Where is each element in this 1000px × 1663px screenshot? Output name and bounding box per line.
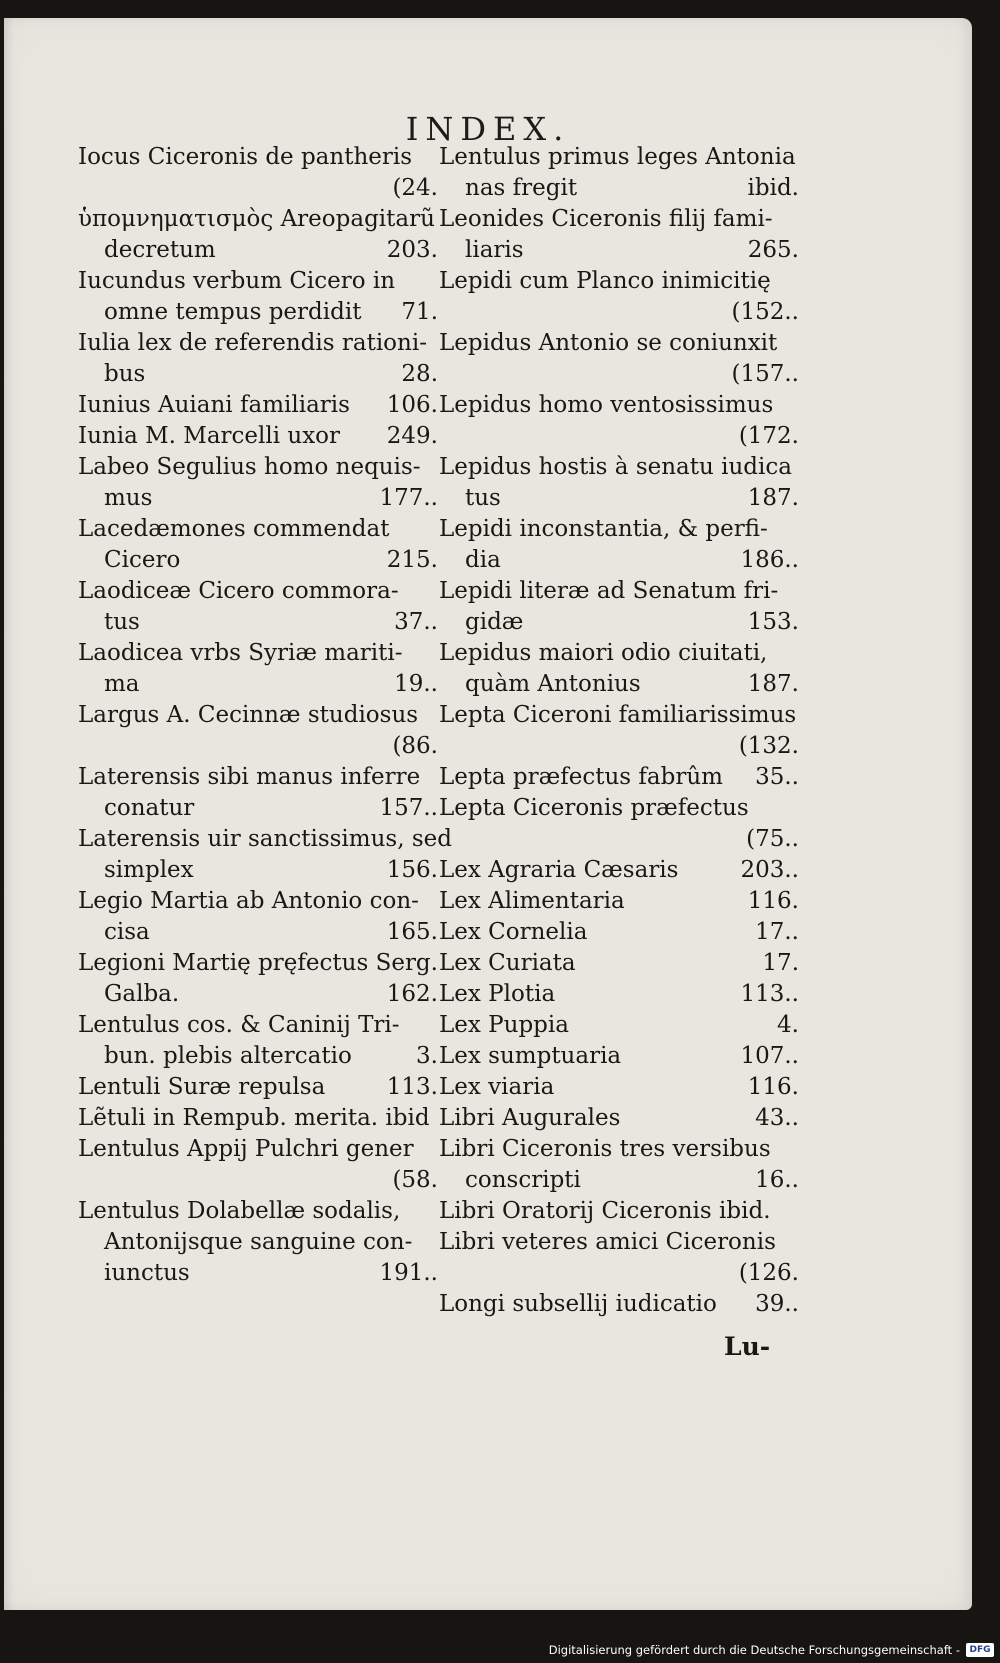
index-entry-line (439, 514, 799, 545)
index-entry-page-continuation (439, 421, 799, 452)
index-entry-page (796, 700, 804, 731)
index-entry-page (791, 328, 799, 359)
index-entry-text: nas fregit (465, 175, 578, 201)
digitization-footer (549, 1639, 994, 1661)
index-entry-line (78, 297, 438, 328)
index-entry-page (430, 1196, 438, 1227)
index-entry-text: gidæ (465, 609, 524, 635)
index-entry-line (439, 917, 799, 948)
index-entry-text: Legio Martia ab Antonio con- (78, 888, 419, 914)
index-entry-page: 28. (401, 361, 438, 387)
index-entry-line (439, 483, 799, 514)
index-entry-text: Lentulus cos. & Caninij Tri- (78, 1012, 400, 1038)
index-entry-line (439, 1072, 799, 1103)
index-entry-line (78, 1258, 438, 1289)
index-entry-text: Galba. (104, 981, 180, 1007)
index-entry-page: 157.. (379, 795, 438, 821)
index-entry-text: mus (104, 485, 153, 511)
index-entry-line (78, 886, 438, 917)
index-entry-line (78, 917, 438, 948)
index-entry-line (78, 793, 438, 824)
index-entry-page-continuation (78, 1165, 438, 1196)
index-entry-text: ὑπομνηματισμὸς Areopagitarũ (78, 206, 435, 232)
index-entry-line (78, 359, 438, 390)
index-entry-text: ma (104, 671, 140, 697)
index-entry-line (78, 669, 438, 700)
index-entry-page (791, 1134, 799, 1165)
index-entry-page (791, 514, 799, 545)
index-entry-page: 113. (386, 1074, 438, 1100)
index-entry-page (791, 266, 799, 297)
index-entry-text: bun. plebis altercatio (104, 1043, 352, 1069)
index-entry-page (430, 1134, 438, 1165)
index-entry-line (78, 638, 438, 669)
index-entry-text: Lex Cornelia (439, 919, 588, 945)
index-entry-page: 153. (747, 609, 799, 635)
index-entry-page-continuation (78, 731, 438, 762)
index-entry-text: Lentulus Dolabellæ sodalis, (78, 1198, 401, 1224)
index-entry-line (78, 607, 438, 638)
index-entry-line (78, 855, 438, 886)
index-entry-text: Lex Agraria Cæsaris (439, 857, 679, 883)
index-entry-line (78, 235, 438, 266)
index-entry-text: Lex Alimentaria (439, 888, 625, 914)
index-entry-text: Labeo Segulius homo nequis- (78, 454, 421, 480)
index-entry-line (439, 762, 799, 793)
index-entry-line (78, 483, 438, 514)
index-entry-text: Libri veteres amici Ciceronis (439, 1229, 776, 1255)
index-entry-page (791, 1227, 799, 1258)
index-entry-text: dia (465, 547, 501, 573)
index-entry-page: 17.. (755, 919, 799, 945)
index-entry-page: (75.. (746, 826, 799, 852)
index-entry-page (430, 328, 438, 359)
catchword: Lu- (724, 1332, 771, 1361)
index-column-right (439, 142, 799, 1320)
index-entry-text: Lepidi literæ ad Senatum fri- (439, 578, 779, 604)
index-entry-page: 249. (386, 423, 438, 449)
index-entry-page-continuation (439, 731, 799, 762)
index-entry-line (439, 979, 799, 1010)
index-entry-text: Lacedæmones commendat (78, 516, 390, 542)
index-entry-page (430, 762, 438, 793)
index-entry-page (791, 390, 799, 421)
index-entry-line (78, 204, 438, 235)
index-entry-line (439, 266, 799, 297)
index-entry-page (430, 576, 438, 607)
index-entry-page (791, 204, 799, 235)
index-entry-text: cisa (104, 919, 150, 945)
index-entry-page: (152.. (731, 299, 799, 325)
index-entry-line (439, 855, 799, 886)
index-entry-page (430, 638, 438, 669)
index-entry-page: 19.. (394, 671, 438, 697)
index-entry-text: Leonides Ciceronis filij fami- (439, 206, 773, 232)
index-entry-page: 16.. (755, 1167, 799, 1193)
index-entry-line (439, 638, 799, 669)
index-entry-text: liaris (465, 237, 524, 263)
index-entry-page-continuation (439, 824, 799, 855)
index-entry-page (430, 452, 438, 483)
index-entry-page-continuation (78, 173, 438, 204)
index-entry-page-continuation (439, 1258, 799, 1289)
index-entry-page (791, 793, 799, 824)
index-entry-line (78, 1010, 438, 1041)
index-entry-text: Lepta Ciceronis præfectus (439, 795, 749, 821)
index-entry-page: (24. (392, 175, 438, 201)
index-entry-page: (157.. (731, 361, 799, 387)
index-entry-text: Iulia lex de referendis rationi- (78, 330, 427, 356)
index-entry-line (439, 669, 799, 700)
index-entry-line (439, 235, 799, 266)
index-entry-line (439, 204, 799, 235)
index-entry-page (430, 514, 438, 545)
index-entry-text: Iucundus verbum Cicero in (78, 268, 396, 294)
index-entry-text: Lex Plotia (439, 981, 556, 1007)
index-entry-page: 186.. (740, 547, 799, 573)
index-entry-line (439, 1227, 799, 1258)
index-entry-line (439, 390, 799, 421)
index-entry-page: 215. (386, 547, 438, 573)
index-entry-text: Lepidi cum Planco inimicitię (439, 268, 771, 294)
index-entry-line (439, 1196, 799, 1227)
index-entry-text: Lentuli Suræ repulsa (78, 1074, 326, 1100)
index-entry-page: (86. (392, 733, 438, 759)
dfg-logo: DFG (966, 1643, 994, 1657)
index-entry-line (78, 514, 438, 545)
index-entry-page: 187. (747, 671, 799, 697)
index-entry-page: 203. (386, 237, 438, 263)
index-entry-line (439, 1103, 799, 1134)
index-entry-line (78, 824, 452, 855)
index-entry-page (791, 576, 799, 607)
footer-credit-text: Digitalisierung gefördert durch die Deutsche Forschungsgemeinschaft - (548, 1643, 960, 1657)
index-entry-page (430, 142, 438, 173)
index-entry-page (430, 1103, 438, 1134)
index-entry-line (78, 266, 438, 297)
index-entry-line (78, 1041, 438, 1072)
index-entry-text: bus (104, 361, 146, 387)
index-entry-text: conatur (104, 795, 195, 821)
book-page (4, 18, 972, 1610)
index-entry-text: Iunia M. Marcelli uxor (78, 423, 341, 449)
index-entry-line (78, 545, 438, 576)
index-entry-text: Longi subsellij iudicatio (439, 1291, 717, 1317)
index-entry-line (439, 793, 799, 824)
index-entry-line (439, 545, 799, 576)
index-entry-page: 191.. (379, 1260, 438, 1286)
index-entry-page: (172. (738, 423, 799, 449)
index-entry-text: omne tempus perdidit (104, 299, 362, 325)
index-entry-text: tus (104, 609, 140, 635)
index-entry-page: 71. (401, 299, 438, 325)
index-entry-page: 165. (386, 919, 438, 945)
index-entry-text: Lepidus hostis à senatu iudica (439, 454, 792, 480)
index-entry-text: Antonijsque sanguine con- (104, 1229, 413, 1255)
index-entry-page-continuation (439, 297, 799, 328)
index-heading: INDEX. (405, 110, 571, 148)
index-entry-text: Iocus Ciceronis de pantheris (78, 144, 413, 170)
index-entry-line (78, 1072, 438, 1103)
index-entry-line (439, 452, 799, 483)
index-entry-line (78, 979, 438, 1010)
index-entry-page (792, 452, 800, 483)
index-entry-line (78, 1196, 438, 1227)
index-entry-text: Lẽtuli in Rempub. merita. ibid (78, 1105, 430, 1131)
index-entry-page (430, 1227, 438, 1258)
index-entry-line (78, 452, 438, 483)
index-entry-line (439, 607, 799, 638)
index-entry-line (78, 948, 438, 979)
index-entry-text: Lex sumptuaria (439, 1043, 622, 1069)
index-entry-line (78, 762, 438, 793)
index-entry-line (439, 173, 799, 204)
index-entry-page: 37.. (394, 609, 438, 635)
index-entry-line (439, 700, 799, 731)
index-entry-page: (126. (738, 1260, 799, 1286)
index-entry-text: Lepidus Antonio se coniunxit (439, 330, 778, 356)
index-entry-line (78, 700, 438, 731)
index-entry-page: 39.. (755, 1291, 799, 1317)
index-entry-line (439, 1041, 799, 1072)
index-entry-text: simplex (104, 857, 194, 883)
index-entry-text: Libri Ciceronis tres versibus (439, 1136, 771, 1162)
index-entry-line (439, 1010, 799, 1041)
index-entry-text: Lex Puppia (439, 1012, 569, 1038)
index-entry-page: (58. (392, 1167, 438, 1193)
index-entry-text: Libri Oratorij Ciceronis ibid. (439, 1198, 771, 1224)
index-entry-text: Laodiceæ Cicero commora- (78, 578, 399, 604)
index-entry-line (78, 390, 438, 421)
index-entry-line (439, 1134, 799, 1165)
index-entry-text: Legioni Martię pręfectus Serg. (78, 950, 438, 976)
index-entry-page: 116. (747, 1074, 799, 1100)
index-entry-page: 106. (386, 392, 438, 418)
index-entry-text: Lepidi inconstantia, & perfi- (439, 516, 768, 542)
index-entry-line (439, 948, 799, 979)
index-entry-text: Libri Augurales (439, 1105, 621, 1131)
index-entry-page (430, 266, 438, 297)
index-entry-page: 113.. (740, 981, 799, 1007)
index-entry-line (439, 328, 799, 359)
index-entry-page (791, 1196, 799, 1227)
index-entry-text: Laterensis uir sanctissimus, sed (78, 826, 452, 852)
index-entry-text: Largus A. Cecinnæ studiosus (78, 702, 419, 728)
index-entry-page: ibid. (747, 175, 799, 201)
index-entry-line (439, 886, 799, 917)
index-entry-line (78, 576, 438, 607)
index-entry-text: Lentulus primus leges Antonia (439, 144, 796, 170)
index-entry-text: Lepidus maiori odio ciuitati, (439, 640, 768, 666)
index-entry-line (78, 1134, 438, 1165)
index-entry-line (78, 142, 438, 173)
index-entry-line (439, 576, 799, 607)
index-entry-page (430, 1010, 438, 1041)
index-entry-page (791, 638, 799, 669)
index-entry-page: 35.. (755, 764, 799, 790)
index-entry-page (430, 886, 438, 917)
index-entry-text: Lex viaria (439, 1074, 555, 1100)
index-entry-page: 156. (386, 857, 438, 883)
index-entry-text: Lepta præfectus fabrûm (439, 764, 723, 790)
index-entry-text: decretum (104, 237, 216, 263)
index-entry-text: Laterensis sibi manus inferre (78, 764, 421, 790)
index-entry-text: Lex Curiata (439, 950, 576, 976)
index-entry-page: 203.. (740, 857, 799, 883)
index-entry-text: Lepidus homo ventosissimus (439, 392, 774, 418)
index-entry-page: (132. (738, 733, 799, 759)
index-entry-line (78, 421, 438, 452)
index-entry-line (78, 1227, 438, 1258)
index-entry-page: 4. (777, 1012, 799, 1038)
index-entry-text: conscripti (465, 1167, 581, 1193)
index-entry-page: 107.. (740, 1043, 799, 1069)
index-entry-text: Cicero (104, 547, 181, 573)
index-entry-page: 265. (747, 237, 799, 263)
index-entry-page (796, 142, 804, 173)
index-entry-text: Iunius Auiani familiaris (78, 392, 350, 418)
index-entry-page: 187. (747, 485, 799, 511)
index-entry-page: 43.. (755, 1105, 799, 1131)
index-entry-line (439, 142, 799, 173)
index-entry-page: 17. (762, 950, 799, 976)
index-entry-text: Laodicea vrbs Syriæ mariti- (78, 640, 403, 666)
index-entry-page (430, 700, 438, 731)
index-entry-page: 162. (386, 981, 438, 1007)
index-entry-page-continuation (439, 359, 799, 390)
index-entry-line (78, 328, 438, 359)
index-entry-line (439, 1165, 799, 1196)
index-entry-text: quàm Antonius (465, 671, 641, 697)
index-entry-text: Lepta Ciceroni familiarissimus (439, 702, 797, 728)
index-column-left (78, 142, 452, 1289)
index-entry-page: 177.. (379, 485, 438, 511)
index-entry-text: iunctus (104, 1260, 190, 1286)
index-entry-line (78, 1103, 438, 1134)
index-entry-text: tus (465, 485, 501, 511)
index-entry-page: 116. (747, 888, 799, 914)
index-entry-line (439, 1289, 799, 1320)
index-entry-page: 3. (416, 1043, 438, 1069)
index-entry-text: Lentulus Appij Pulchri gener (78, 1136, 414, 1162)
